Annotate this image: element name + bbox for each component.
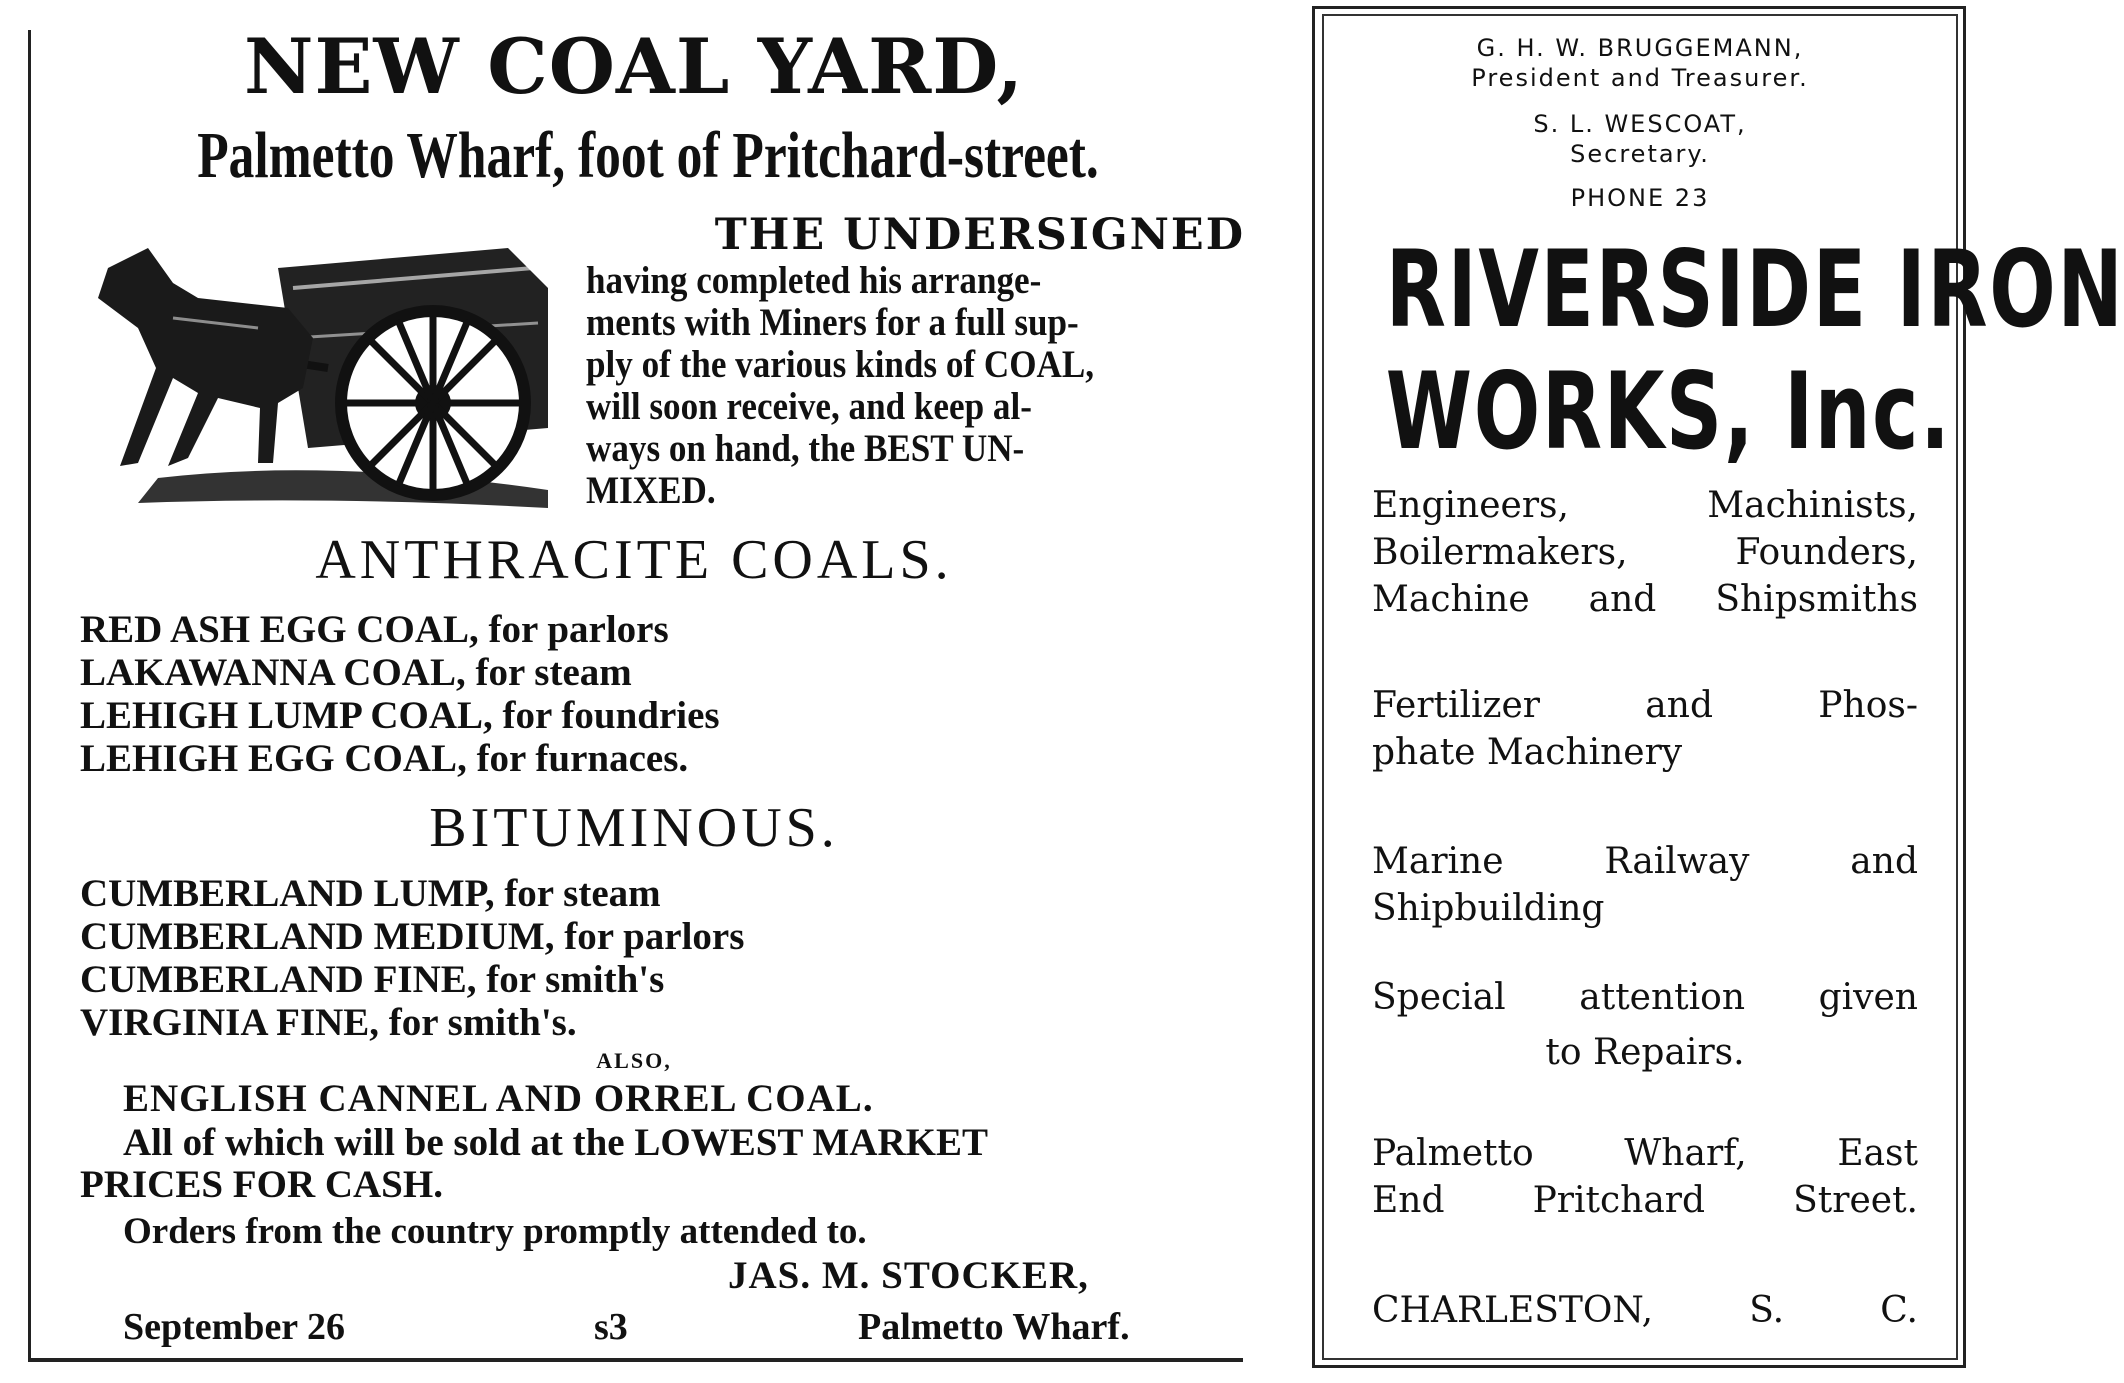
sale-line: PRICES FOR CASH. (80, 1163, 443, 1206)
intro-line: ments with Miners for a full sup- (586, 301, 1079, 344)
bituminous-list (80, 872, 1240, 1044)
president-name: G. H. W. BRUGGEMANN, (1476, 34, 1804, 62)
special-line-2: to Repairs. (1545, 1032, 1745, 1073)
sale-line: All of which will be sold at the LOWEST MARKET (123, 1121, 988, 1164)
services-line: Machine and Shipsmiths (1372, 579, 1918, 620)
services-line: Engineers, Machinists, (1372, 485, 1918, 526)
list-item: LEHIGH EGG COAL, for furnaces. (80, 737, 689, 780)
footer-date: September 26 (123, 1306, 345, 1348)
phone-number: PHONE 23 (1570, 184, 1710, 212)
list-item: LAKAWANNA COAL, for steam (80, 651, 632, 694)
services-block (1372, 482, 1918, 623)
intro-line: ply of the various kinds of COAL, (586, 343, 1095, 386)
anthracite-heading: ANTHRACITE COALS. (315, 529, 953, 591)
list-item: CUMBERLAND FINE, for smith's (80, 958, 665, 1001)
ad-subtitle: Palmetto Wharf, foot of Pritchard-street. (197, 119, 1099, 192)
list-item: RED ASH EGG COAL, for parlors (80, 608, 669, 651)
special-line: Special attention given (1372, 977, 1918, 1018)
address-block (1372, 1130, 1918, 1224)
signer-name: JAS. M. STOCKER, (728, 1254, 1089, 1297)
intro-line: having completed his arrange- (586, 259, 1042, 302)
fertilizer-block (1372, 682, 1918, 776)
horse-cart-illustration (78, 228, 578, 518)
list-item: LEHIGH LUMP COAL, for foundries (80, 694, 720, 737)
intro-line: ways on hand, the BEST UN- (586, 427, 1025, 470)
footer-place: Palmetto Wharf. (858, 1306, 1130, 1348)
fertilizer-line: Fertilizer and Phos- (1372, 685, 1918, 726)
list-item: VIRGINIA FINE, for smith's. (80, 1001, 577, 1044)
address-line: Palmetto Wharf, East (1372, 1133, 1918, 1174)
intro-paragraph (586, 260, 1246, 512)
company-name-line2: WORKS, Inc. (1385, 350, 1952, 473)
secretary-name: S. L. WESCOAT, (1533, 110, 1747, 138)
also-label: ALSO, (596, 1048, 672, 1073)
bituminous-heading: BITUMINOUS. (429, 797, 839, 859)
marine-line: Shipbuilding (1372, 888, 1605, 929)
intro-line: MIXED. (586, 469, 716, 512)
president-title: President and Treasurer. (1471, 64, 1809, 92)
intro-line: will soon receive, and keep al- (586, 385, 1032, 428)
intro-heading: THE UNDERSIGNED (714, 210, 1245, 260)
secretary-title: Secretary. (1570, 140, 1710, 168)
list-item: CUMBERLAND MEDIUM, for parlors (80, 915, 745, 958)
address-line: End Pritchard Street. (1372, 1180, 1918, 1221)
services-line: Boilermakers, Founders, (1372, 532, 1918, 573)
company-name-line1: RIVERSIDE IRON (1385, 228, 2124, 351)
orders-line: Orders from the country promptly attended to. (123, 1211, 867, 1252)
fertilizer-line: phate Machinery (1372, 732, 1683, 773)
marine-line: Marine Railway and (1372, 841, 1918, 882)
footer-number: s3 (594, 1306, 628, 1348)
also-item: ENGLISH CANNEL AND ORREL COAL. (123, 1077, 874, 1120)
list-item: CUMBERLAND LUMP, for steam (80, 872, 661, 915)
city-line: CHARLESTON, S. C. (1372, 1290, 1918, 1331)
coal-yard-advertisement (28, 0, 1245, 1383)
ad-title: NEW COAL YARD, (244, 22, 1024, 111)
marine-block (1372, 838, 1918, 932)
anthracite-list (80, 608, 1240, 780)
